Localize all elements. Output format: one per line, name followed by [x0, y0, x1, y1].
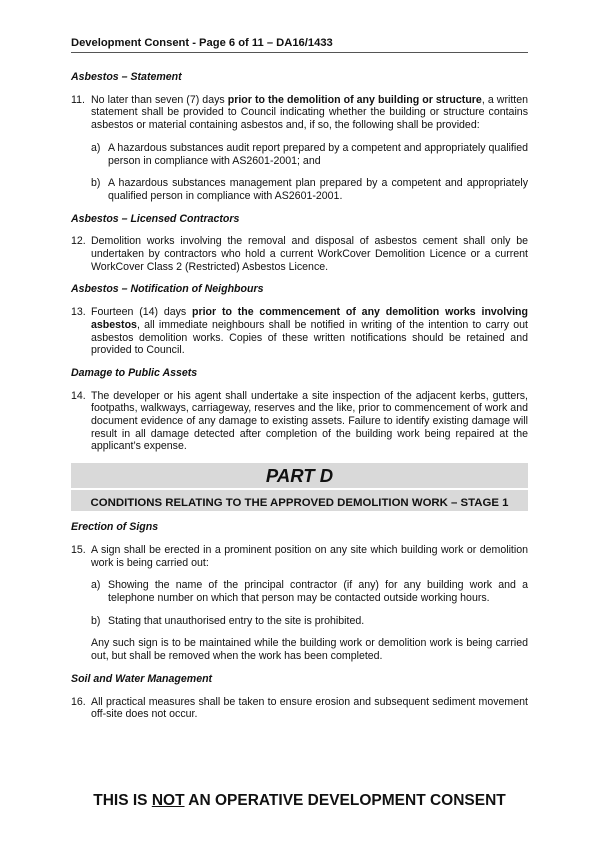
- sub-item-label: b): [91, 177, 101, 190]
- condition-number: 11.: [71, 93, 85, 106]
- section-heading-damage-to-public-assets: Damage to Public Assets: [71, 366, 198, 379]
- text-run: , a written statement shall be provided to Council indicating whether the building or structure contains asbestos or material containing asbestos and, if so, the following shall be provided:: [91, 93, 528, 132]
- sub-item-label: a): [91, 141, 101, 154]
- notice-text: THIS IS: [93, 792, 152, 809]
- section-heading-soil-and-water: Soil and Water Management: [71, 672, 213, 685]
- bold-text-run: prior to the commencement of any demolition works involving asbestos: [91, 306, 528, 331]
- condition-13: [71, 306, 528, 357]
- sub-item-text: A hazardous substances audit report prepared by a competent and appropriately qualified person in compliance with AS2601-2001; and: [108, 141, 528, 167]
- section-heading-asbestos-statement: Asbestos – Statement: [71, 71, 182, 83]
- condition-11: [71, 94, 528, 132]
- sub-item: [91, 615, 528, 628]
- sub-item-label: b): [91, 614, 101, 627]
- section-heading-notification-of-neighbours: Asbestos – Notification of Neighbours: [71, 283, 264, 296]
- condition-text: All practical measures shall be taken to ensure erosion and subsequent sediment movement off-site does not occur.: [91, 695, 528, 721]
- sub-item-text: Showing the name of the principal contractor (if any) for any building work and a telephone number on which that person may be contacted outside working hours.: [108, 579, 528, 604]
- bold-text-run: prior to the demolition of any building or structure: [227, 93, 482, 106]
- sub-item-text: A hazardous substances management plan prepared by a competent and appropriately qualified person in compliance with AS2601-2001.: [108, 177, 528, 202]
- condition-number: 15.: [71, 543, 86, 556]
- condition-15-tail: Any such sign is to be maintained while the building work or demolition work is being carried out, but shall be removed when the work has been completed.: [91, 637, 528, 663]
- notice-underlined-text: NOT: [151, 792, 185, 809]
- condition-text: Demolition works involving the removal and disposal of asbestos cement shall only be undertaken by contractors who hold a current WorkCover Demolition Licence or a current WorkCover Class 2 (Restricted) Asbestos Licence.: [91, 235, 528, 273]
- sub-item: [91, 579, 528, 604]
- condition-text: [91, 306, 528, 357]
- condition-16: [71, 696, 528, 721]
- condition-text: A sign shall be erected in a prominent position on any site which building work or demolition work is being carried out:: [91, 543, 528, 569]
- part-subtitle: CONDITIONS RELATING TO THE APPROVED DEMOLITION WORK – STAGE 1: [71, 496, 528, 510]
- notice-text: AN OPERATIVE DEVELOPMENT CONSENT: [184, 792, 506, 809]
- condition-text: The developer or his agent shall undertake a site inspection of the adjacent kerbs, gutters, footpaths, walkways, carriageway, reserves and the like, prior to commencement of work and document evidence of any damage to existing assets. Failure to identify existing damage will result in all damage detected after completion of the building work being repaired at the applicant’s expense.: [91, 389, 528, 453]
- sub-item: [91, 177, 528, 202]
- part-subtitle-banner: [71, 490, 528, 511]
- sub-item: [91, 142, 528, 167]
- text-run: , all immediate neighbours shall be notified in writing of the intention to carry out asbestos demolition works. Copies of these written notifications should be retained and provided to Council.: [91, 318, 528, 357]
- condition-number: 13.: [71, 306, 86, 319]
- part-d-banner: [71, 463, 528, 488]
- condition-number: 14.: [71, 389, 86, 402]
- condition-number: 12.: [71, 235, 86, 248]
- document-body: [71, 71, 528, 731]
- condition-15: [71, 544, 528, 569]
- page-header: Development Consent - Page 6 of 11 – DA16/1433: [71, 37, 528, 53]
- sub-item-text: Stating that unauthorised entry to the site is prohibited.: [108, 614, 365, 627]
- sub-item-label: a): [91, 579, 101, 592]
- text-run: No later than seven (7) days: [91, 93, 228, 106]
- part-title: PART D: [265, 465, 334, 487]
- condition-14: [71, 390, 528, 454]
- condition-number: 16.: [71, 695, 86, 708]
- condition-12: [71, 235, 528, 273]
- non-operative-notice: [0, 792, 599, 810]
- section-heading-licensed-contractors: Asbestos – Licensed Contractors: [71, 212, 240, 225]
- condition-text: [91, 94, 528, 132]
- section-heading-erection-of-signs: Erection of Signs: [71, 521, 159, 534]
- text-run: Fourteen (14) days: [91, 306, 193, 319]
